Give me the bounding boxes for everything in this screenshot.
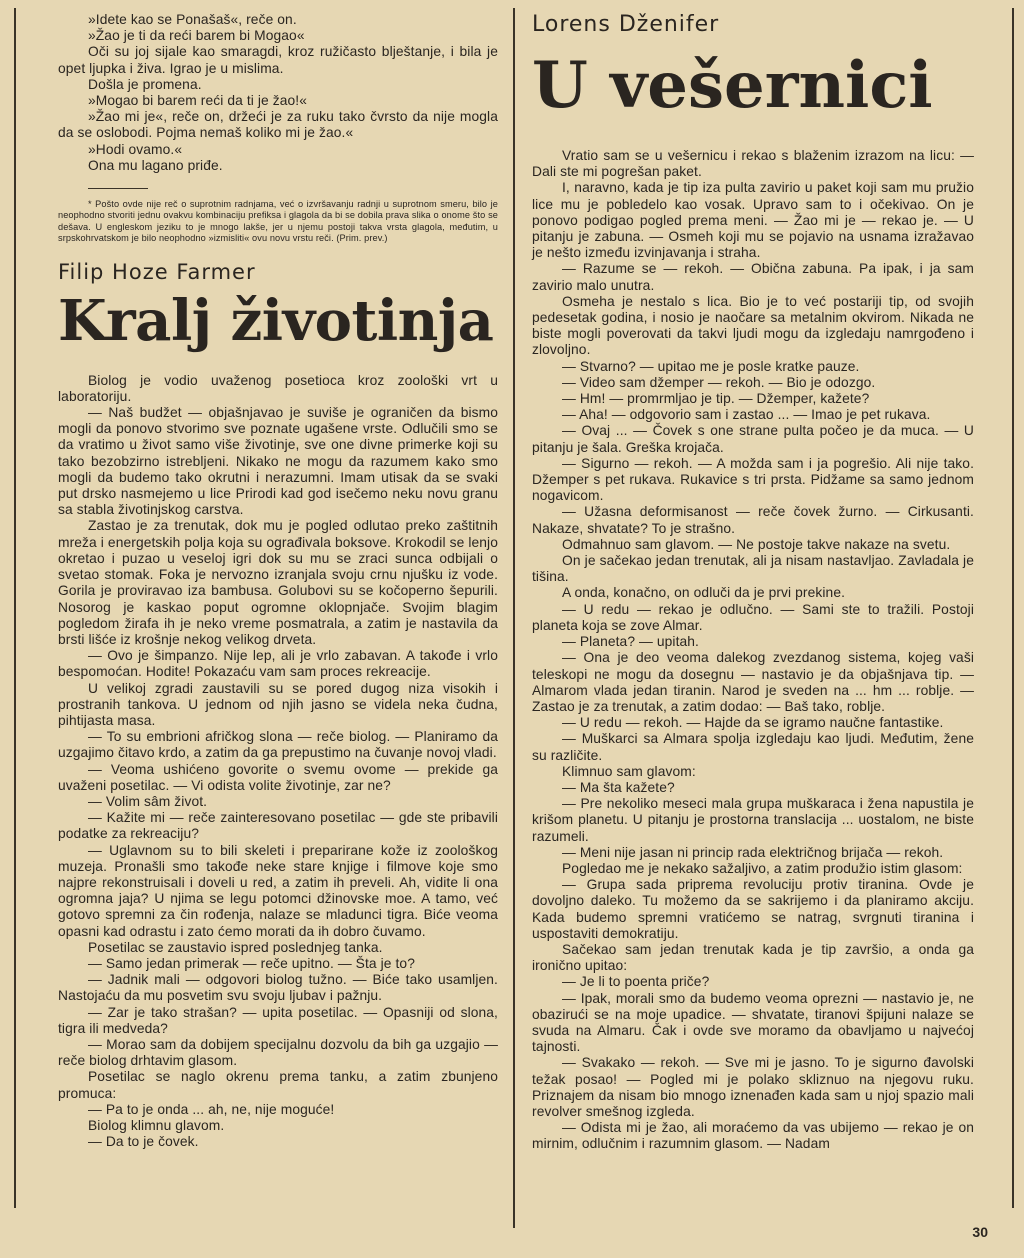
paragraph: — U redu — rekoh. — Hajde da se igramo naučne fantastike. [562,715,944,731]
story-body [532,148,974,1153]
paragraph: — Odista mi je žao, ali moraćemo da vas ubijemo — rekao je on mirnim, odlučnim i razumnim glasom. — Nadam [532,1120,974,1152]
paragraph: — Jadnik mali — odgovori biolog tužno. — Biće tako usamljen. Nastojaću da mu posvetim svu svoju ljubav i pažnju. [58,972,498,1004]
paragraph: — Sigurno — rekoh. — A možda sam i ja pogrešio. Ali nije tako. Džemper s pet rukava. Rukavice s tri prsta. Pidžame sa samo jednom nogavicom. [532,455,974,504]
paragraph: — Morao sam da dobijem specijalnu dozvolu da bih ga uzgajio — reče biolog drhtavim glasom. [58,1036,498,1069]
paragraph: — Hm! — promrmljao je tip. — Džemper, kažete? [562,391,870,407]
paragraph: — Zar je tako strašan? — upita posetilac. — Opasniji od slona, tigra ili medveda? [58,1004,498,1036]
paragraph: — U redu — rekao je odlučno. — Sami ste to tražili. Postoji planeta koja se zove Almar. [532,601,974,633]
paragraph: Zastao je za trenutak, dok mu je pogled odlutao preko zaštitnih mreža i energetskih polja koja su ograđivala boksove. Krokodil se lenjo okretao i puzao u veseloj igri dok su mu se zraci sunca odbijali o svetao stomak. Foka je nervozno izranjala svoju crnu njušku iz vode. Gorila je proviravao iza bambusa. Golubovi su se kočoperno šepurili. Nosorog je kaskao poput ogromne oklopnjače. Svojim blagim pogledom žirafa ih je neko vreme posmatrala, a zatim je nastavila da brsti lišće iz krošnje nekog velikog drveta. [58,518,498,647]
paragraph: — Planeta? — upitah. [562,634,699,650]
previous-story-ending [58,12,498,174]
paragraph: — Muškarci sa Almara spolja izgledaju kao ljudi. Međutim, žene su različite. [532,731,974,763]
paragraph: — Ipak, morali smo da budemo veoma oprezni — nastavio je, ne obazirući se na moje upadice. — shvatate, tiranovi špijuni nalaze se svuda na Almaru. Čak i ovde sve moramo da obavljamo u najvećoj tajnosti. [532,990,974,1055]
paragraph: A onda, konačno, on odluči da je prvi prekine. [562,585,846,601]
paragraph: — Uglavnom su to bili skeleti i preparirane kože iz zoološkog muzeja. Pronašli smo takođe neke stare knjige i filmove koje smo najpre rekonstruisali i doveli u red, a zatim ih preveli. Ah, vidite li ona ogromna jaja? U njima se legu potomci džinovske moe. A tamo, već gotovo spremni za čin rođenja, nalaze se mladunci tigra. Biće veoma opasni kad odrastu i zato ćemo morati da ih dobro čuvamo. [58,842,498,939]
paragraph: »Mogao bi barem reći da ti je žao!« [88,93,308,109]
paragraph: — Ma šta kažete? [562,779,675,795]
paragraph: Odmahnuo sam glavom. — Ne postoje takve nakaze na svetu. [562,536,951,552]
paragraph: — Užasna deformisanost — reče čovek žurno. — Cirkusanti. Nakaze, shvatate? To je strašno. [532,504,974,536]
page-number: 30 [972,1224,988,1240]
paragraph: — Naš budžet — objašnjavao je suviše je ograničen da bismo mogli da ponovo stvorimo sve poznate ugašene vrste. Odlučili smo se da vratimo u život samo više životinje, sve one divne primerke koji su tako bezobzirno istrebljeni. Nikako ne mogu da razumem kako smo mogli da budemo tako okrutni i nerazumni. Imam utisak da se svaki put drsko nasmejemo u lice Prirodi kad god isečemo neku novu granu sa stabla životinjskog carstva. [58,405,498,518]
paragraph: — Volim sâm život. [88,793,208,809]
paragraph: I, naravno, kada je tip iza pulta zavirio u paket koji sam mu pružio lice mu je pobledelo kao vosak. Upravo sam to i očekivao. On je ponovo podigao pogled prema meni. — Žao mi je — rekao je. — U pitanju je zabuna. — Osmeh koji mu se pojavio na usnama izražavao je nešto između izvinjavanja i straha. [532,180,974,261]
story-title: U vešernici [532,48,933,123]
right-border-rule [1012,8,1014,1208]
paragraph: Biolog klimnu glavom. [88,1118,225,1133]
paragraph: — Grupa sada priprema revoluciju protiv tiranina. Ovde je dovoljno daleko. Tu možemo da se sakrijemo i da planiramo akciju. Kada budemo spremni vratićemo se natrag, svrgnuti tiranina i uspostaviti demokratiju. [532,877,974,941]
paragraph: — Svakako — rekoh. — Sve mi je jasno. To je sigurno đavolski težak posao! — Pogled mi je polako skliznuo na njegovu ruku. Priznajem da nisam bio mnogo iznenađen kada sam u njoj spazio mali revolver smešnog izgleda. [532,1055,974,1119]
footnote-separator [88,188,148,189]
paragraph: Došla je promena. [88,76,202,92]
paragraph: Ona mu lagano priđe. [88,157,223,173]
story-author: Lorens Dženifer [532,12,720,37]
paragraph: — Veoma ushićeno govorite o svemu ovome — prekide ga uvaženi posetilac. — Vi odista volite životinje, zar ne? [58,761,498,793]
story-author: Filip Hoze Farmer [58,259,256,284]
paragraph: »Hodi ovamo.« [88,141,183,157]
column-divider [513,8,515,1228]
paragraph: On je sačekao jedan trenutak, ali ja nisam nastavljao. Zavladala je tišina. [532,553,974,585]
paragraph: Vratio sam se u vešernicu i rekao s blaženim izrazom na licu: — Dali ste mi pogrešan paket. [532,148,974,180]
story-kralj-zivotinja [58,259,498,1151]
paragraph: — Ovo je šimpanzo. Nije lep, ali je vrlo zabavan. A takođe i vrlo bespomoćan. Hodite! Pokazaću vam sam proces rekreacije. [58,648,498,680]
paragraph: — Ovaj ... — Čovek s one strane pulta počeo je da muca. — U pitanju je šala. Greška krojača. [532,423,974,455]
paragraph: — Video sam džemper — rekoh. — Bio je odozgo. [562,374,876,390]
paragraph: — Razume se — rekoh. — Obična zabuna. Pa ipak, i ja sam zavirio malo unutra. [532,261,974,293]
paragraph: — Aha! — odgovorio sam i zastao ... — Imao je pet rukava. [562,407,931,423]
paragraph: — Je li to poenta priče? [562,974,710,990]
left-column [58,12,498,1150]
paragraph: Posetilac se naglo okrenu prema tanku, a zatim zbunjeno promuca: [58,1069,498,1101]
paragraph: — Meni nije jasan ni princip rada električnog brijača — rekoh. [562,844,944,860]
paragraph: Osmeha je nestalo s lica. Bio je to već postariji tip, od svojih pedesetak godina, i nosio je naočare sa metalnim okvirom. Nikada ne biste mogli poverovati da takvi ljudi mogu da izgledaju namrgođeno i zlovoljno. [532,293,974,358]
paragraph: — Da to je čovek. [88,1134,199,1150]
paragraph: — Pa to je onda ... ah, ne, nije moguće! [88,1101,335,1117]
paragraph: U velikoj zgradi zaustavili su se pored dugog niza visokih i prostranih tankova. U jednom od njih jasno se videla neka čudna, pihtijasta masa. [58,680,498,728]
paragraph: »Idete kao se Ponašaš«, reče on. [88,12,297,27]
paragraph: — Pre nekoliko meseci mala grupa muškaraca i žena napustila je krišom planetu. U pitanju je prostorna translacija ... uostalom, ne biste razumeli. [532,796,974,844]
paragraph: — Ona je deo veoma dalekog zvezdanog sistema, kojeg vaši teleskopi ne mogu da dosegnu — nastavio je da objašnjava tip. — Almarom vlada jedan tiranin. Narod je sveden na ... hm ... roblje. — Zastao je za trenutak, a zatim dodao: — Baš tako, roblje. [532,650,974,714]
story-body [58,373,498,1151]
paragraph: Pogledao me je nekako sažaljivo, a zatim produžio istim glasom: [562,860,963,876]
paragraph: — Stvarno? — upitao me je posle kratke pauze. [562,358,860,374]
paragraph: — Samo jedan primerak — reče upitno. — Šta je to? [88,955,415,971]
paragraph: Sačekao sam jedan trenutak kada je tip završio, a onda ga ironično upitao: [532,941,974,974]
paragraph: Biolog je vodio uvaženog posetioca kroz zoološki vrt u laboratoriju. [58,372,498,404]
left-border-rule [14,8,16,1208]
paragraph: — Kažite mi — reče zainteresovano posetilac — gde ste pribavili podatke za rekreaciju? [58,810,498,842]
paragraph: Oči su joj sijale kao smaragdi, kroz ružičasto blještanje, i bila je opet ljupka i živa. Igrao je u mislima. [58,44,498,76]
paragraph: Klimnuo sam glavom: [562,763,696,779]
paragraph: Posetilac se zaustavio ispred poslednjeg tanka. [88,939,383,955]
story-title: Kralj životinja [58,287,494,354]
right-column [532,12,974,1153]
footnote: * Pošto ovde nije reč o suprotnim radnjama, već o izvršavanju radnji u suprotnom smeru, bilo je neophodno stvoriti jednu ovakvu kombinaciju prefiksa i glagola da bi se dobila prava slika o onome što se dešava. U engleskom jeziku to je mnogo lakše, jer u njemu postoji takva vrsta glagola, međutim, u srpskohrvatskom je bilo neophodno »izmisliti« ovu novu vrstu reči. (Prim. prev.) [58,199,498,244]
paragraph: — To su embrioni afričkog slona — reče biolog. — Planiramo da uzgajimo čitavo krdo, a zatim da ga prepustimo na čuvanje novoj vladi. [58,729,498,761]
paragraph: »Žao je ti da reći barem bi Mogao« [88,28,305,44]
paragraph: »Žao mi je«, reče on, držeći je za ruku tako čvrsto da nije mogla da se oslobodi. Pojma nemaš koliko mi je žao.« [58,109,498,141]
